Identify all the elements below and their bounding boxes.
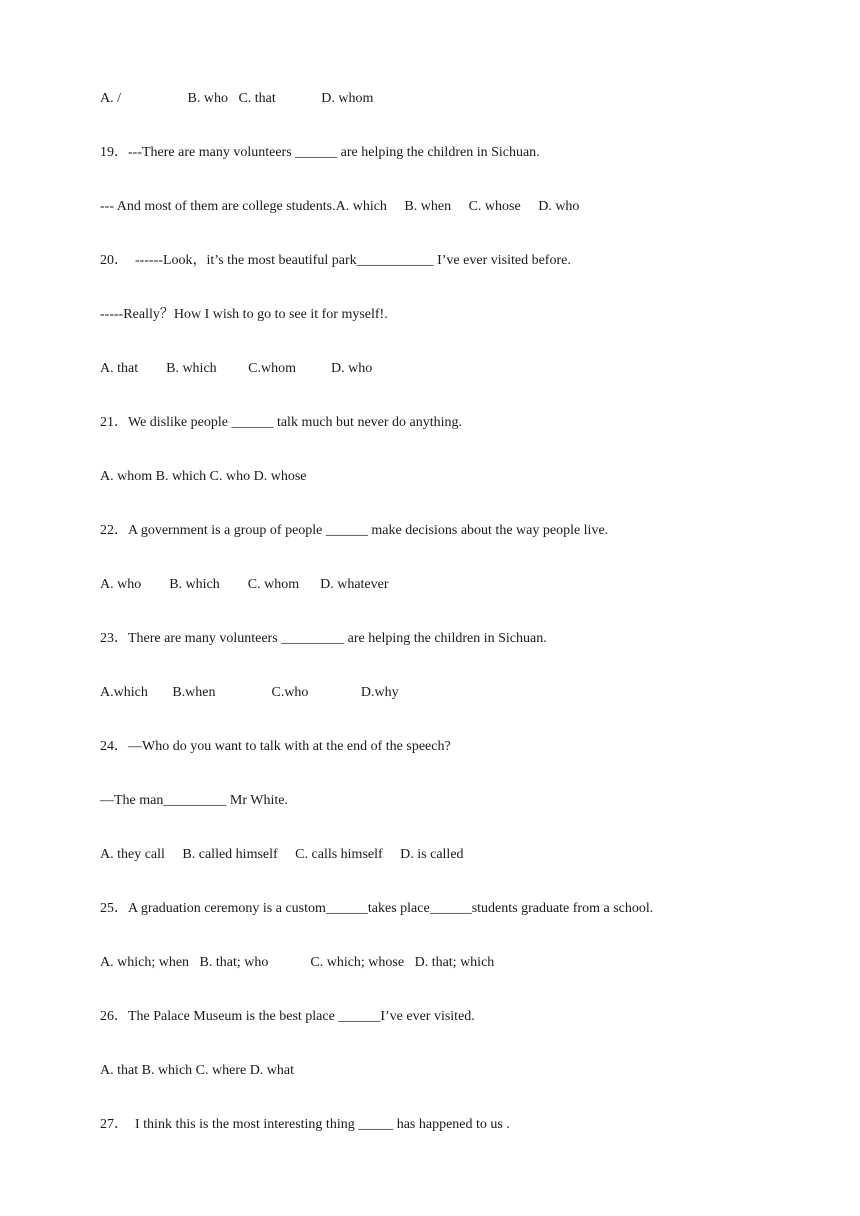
q20-options: A. that B. which C.whom D. who: [100, 361, 373, 376]
q19-response: --- And most of them are college students.A. which B. when C. whose D. who: [100, 199, 580, 214]
q26-question: 26．The Palace Museum is the best place ______I’ve ever visited.: [100, 1009, 475, 1024]
q24-question: 24．—Who do you want to talk with at the end of the speech?: [100, 739, 451, 754]
q19-question: 19．---There are many volunteers ______ are helping the children in Sichuan.: [100, 145, 540, 160]
q25-options: A. which; when B. that; who C. which; whose D. that; which: [100, 955, 495, 970]
q20-question: 20． ------Look，it’s the most beautiful park___________ I’ve ever visited before.: [100, 253, 571, 268]
q26-options: A. that B. which C. where D. what: [100, 1063, 295, 1078]
q27-question: 27． I think this is the most interesting thing _____ has happened to us .: [100, 1117, 510, 1132]
q24-response: —The man_________ Mr White.: [100, 793, 288, 808]
q23-question: 23．There are many volunteers _________ are helping the children in Sichuan.: [100, 631, 547, 646]
q22-question: 22．A government is a group of people ______ make decisions about the way people live.: [100, 523, 609, 538]
q23-options: A.which B.when C.who D.why: [100, 685, 399, 700]
q20-response: -----Really？How I wish to go to see it for myself!.: [100, 307, 388, 322]
q21-question: 21．We dislike people ______ talk much but never do anything.: [100, 415, 463, 430]
q24-options: A. they call B. called himself C. calls himself D. is called: [100, 847, 464, 862]
q21-options: A. whom B. which C. who D. whose: [100, 469, 307, 484]
q25-question: 25．A graduation ceremony is a custom______takes place______students graduate from a school.: [100, 901, 654, 916]
q22-options: A. who B. which C. whom D. whatever: [100, 577, 389, 592]
q18-options: A. / B. who C. that D. whom: [100, 91, 374, 106]
